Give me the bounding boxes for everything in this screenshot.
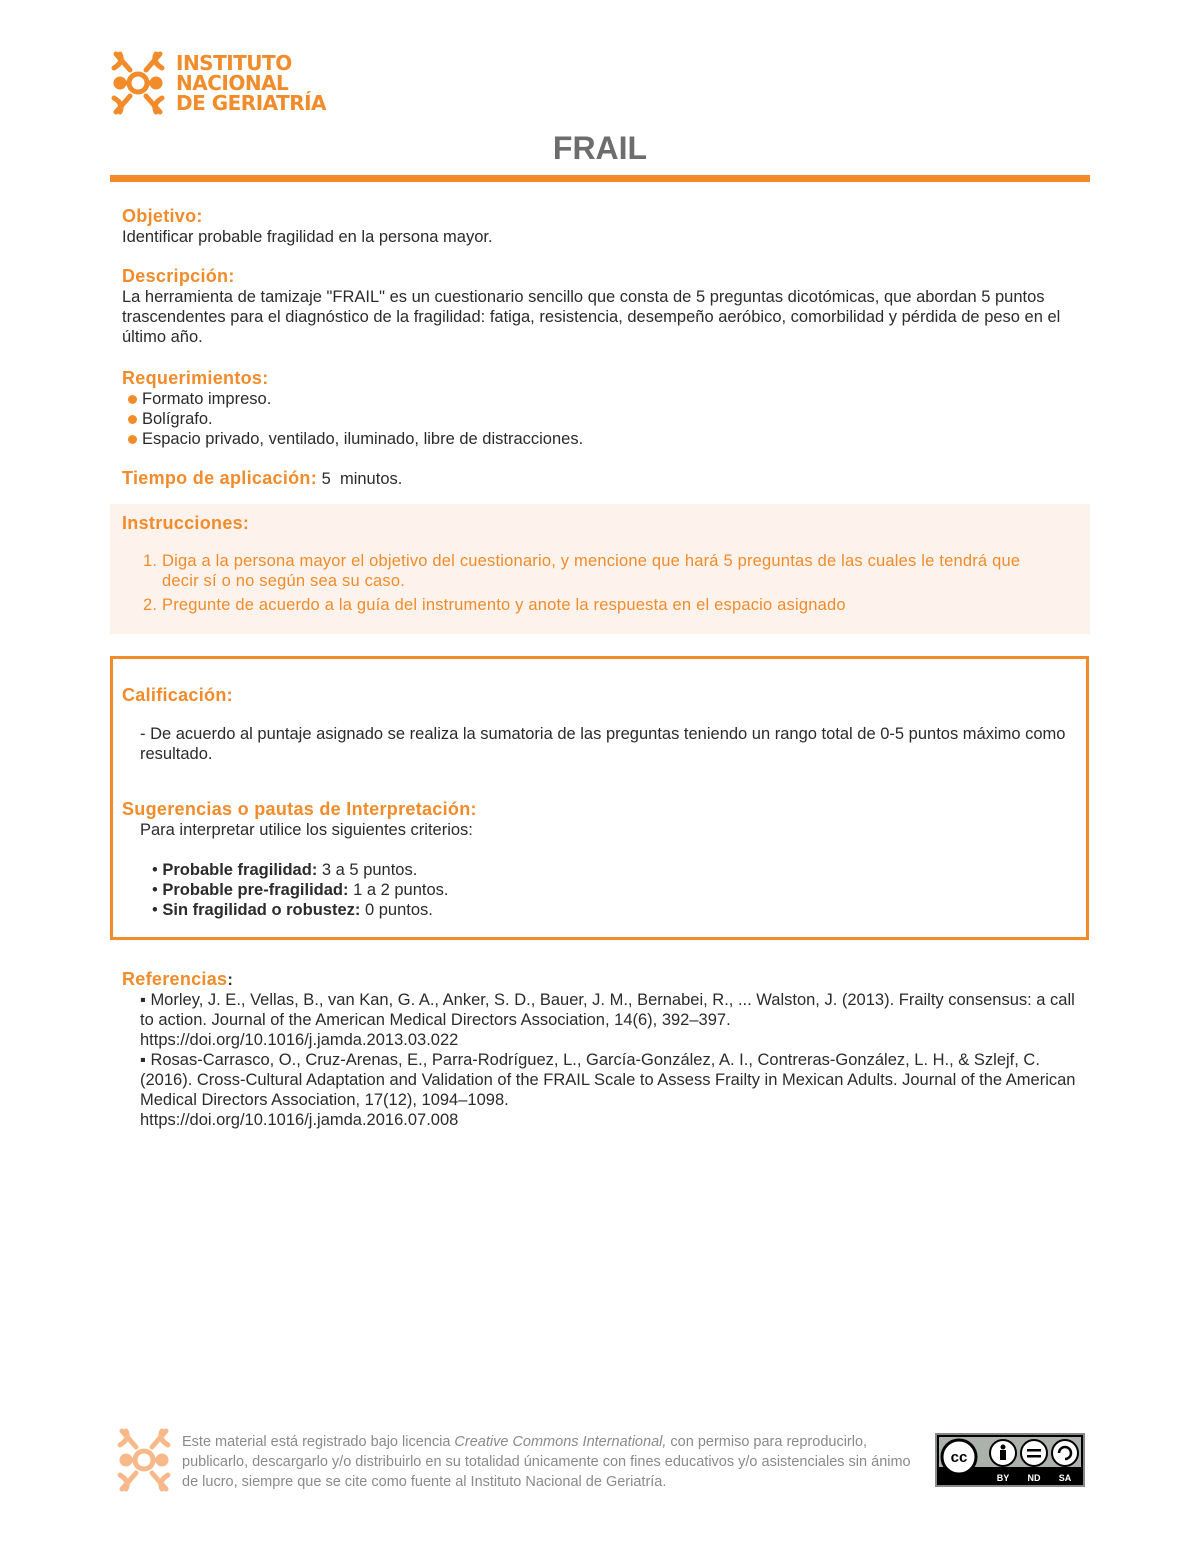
tiempo-section [122,467,1080,489]
objetivo-section [122,205,1080,247]
requerimiento-text: Bolígrafo. [142,410,213,428]
descripcion-heading: Descripción: [122,266,235,286]
cc-badge-graphic [937,1435,1083,1485]
criteria-item: • Probable fragilidad: 3 a 5 puntos. [152,861,418,879]
nd-icon [1021,1440,1047,1466]
list-item [122,389,1080,409]
referencias-heading: Referencias [122,969,228,989]
referencias-colon: : [227,971,233,989]
page-title: FRAIL [552,130,648,166]
bullet-icon [128,415,137,424]
cc-sa-label: SA [1058,1473,1072,1483]
reference-link[interactable]: https://doi.org/10.1016/j.jamda.2013.03.022 [140,1031,459,1049]
criteria-value: 1 a 2 puntos. [353,881,449,899]
license-text-before: Este material está registrado bajo licencia [182,1434,455,1450]
requerimiento-text: Formato impreso. [142,390,272,408]
objetivo-heading: Objetivo: [122,206,203,226]
criteria-item: • Probable pre-fragilidad: 1 a 2 puntos. [152,881,449,899]
bullet-icon [128,395,137,404]
instrucciones-box [110,504,1090,634]
tiempo-unit: minutos. [339,470,403,488]
criteria-label: Probable fragilidad: [162,861,318,879]
descripcion-text: La herramienta de tamizaje "FRAIL" es un cuestionario sencillo que consta de 5 preguntas dicotómicas, que abordan 5 puntos trascendentes para el diagnóstico de la fragilidad: fatiga, resistencia, desempeño aeróbico, comorbilidad y pérdida de peso en el último año. [122,288,1061,346]
cc-license-badge [935,1433,1085,1487]
institute-logo [110,48,326,118]
license-text [182,1432,922,1492]
reference-link[interactable]: https://doi.org/10.1016/j.jamda.2016.07.008 [140,1111,459,1129]
tiempo-value: 5 [321,470,331,488]
referencias-section [122,968,1082,1130]
sa-icon [1052,1440,1078,1466]
tiempo-heading: Tiempo de aplicación: [122,468,318,488]
objetivo-text: Identificar probable fragilidad en la persona mayor. [122,228,493,246]
reference-text: Rosas-Carrasco, O., Cruz-Arenas, E., Parra-Rodríguez, L., García-González, A. I., Contreras-González, L. H., & Szlejf, C. (2016). Cross-Cultural Adaptation and Validation of the FRAIL Scale to Assess Frailty in Mexican Adults. Journal of the American Medical Directors Association, 17(12), 1094–1098. [140,1051,1076,1109]
logo-line-3: DE GERIATRÍA [176,91,327,115]
title-divider [110,175,1090,182]
cc-by-label: BY [996,1473,1010,1483]
reference-item: ▪ Morley, J. E., Vellas, B., van Kan, G. A., Anker, S. D., Bauer, J. M., Bernabei, R., ... Walston, J. (2013). Frailty consensus: a call to action. Journal of the American Medical Directors Association, 14(6), 392–397. https://doi.org/10.1016/j.jamda.2013.03.022 [140,991,1075,1049]
reference-text: Morley, J. E., Vellas, B., van Kan, G. A., Anker, S. D., Bauer, J. M., Bernabei, R., ... Walston, J. (2013). Frailty consensus: a call to action. Journal of the American Medical Directors Association, 14(6), 392–397. [140,991,1075,1029]
criteria-item: • Sin fragilidad o robustez: 0 puntos. [152,901,433,919]
logo-line-2: NACIONAL [176,71,289,95]
requerimientos-section [122,367,1080,449]
criteria-label: Sin fragilidad o robustez: [162,901,361,919]
criteria-value: 0 puntos. [364,901,433,919]
list-item [122,409,1080,429]
license-name: Creative Commons International, [454,1434,667,1450]
institute-emblem-icon [110,48,166,118]
reference-item: ▪ Rosas-Carrasco, O., Cruz-Arenas, E., Parra-Rodríguez, L., García-González, A. I., Contreras-González, L. H., & Szlejf, C. (2016). Cross-Cultural Adaptation and Validation of the FRAIL Scale to Assess Frailty in Mexican Adults. Journal of the American Medical Directors Association, 17(12), 1094–1098. https://doi.org/10.1016/j.jamda.2016.07.008 [140,1051,1076,1129]
sugerencias-heading: Sugerencias o pautas de Interpretación: [122,799,477,819]
cc-nd-label: ND [1027,1473,1041,1483]
license-text-after: con permiso para reproducirlo, publicarlo, descargarlo y/o distribuirlo en su totalidad únicamente con fines educativos y/o asistenciales sin ánimo de lucro, siempre que se cite como fuente al Instituto Nacional de Geriatría. [182,1434,911,1490]
instrucciones-list [134,551,1042,619]
sugerencias-intro: Para interpretar utilice los siguientes criterios: [140,821,473,839]
criteria-label: Probable pre-fragilidad: [162,881,349,899]
list-item: 2. Pregunte de acuerdo a la guía del instrumento y anote la respuesta en el espacio asignado [162,595,1042,615]
bullet-icon [128,435,137,444]
logo-line-1: INSTITUTO [176,51,292,75]
criteria-value: 3 a 5 puntos. [321,861,418,879]
list-item [122,429,1080,449]
list-item: 1. Diga a la persona mayor el objetivo del cuestionario, y mencione que hará 5 preguntas de las cuales le tendrá que decir sí o no según sea su caso. [162,551,1042,591]
instrucciones-heading: Instrucciones: [122,513,250,533]
descripcion-section [122,265,1080,347]
calificacion-heading: Calificación: [122,685,233,705]
main-content [122,205,1080,503]
cc-label: cc [950,1449,968,1466]
requerimientos-heading: Requerimientos: [122,368,269,388]
requerimiento-text: Espacio privado, ventilado, iluminado, libre de distracciones. [142,430,584,448]
calificacion-box [110,656,1089,940]
footer-emblem-icon [116,1425,172,1495]
calificacion-text: - De acuerdo al puntaje asignado se realiza la sumatoria de las preguntas teniendo un rango total de 0-5 puntos máximo como resultado. [140,725,1066,763]
